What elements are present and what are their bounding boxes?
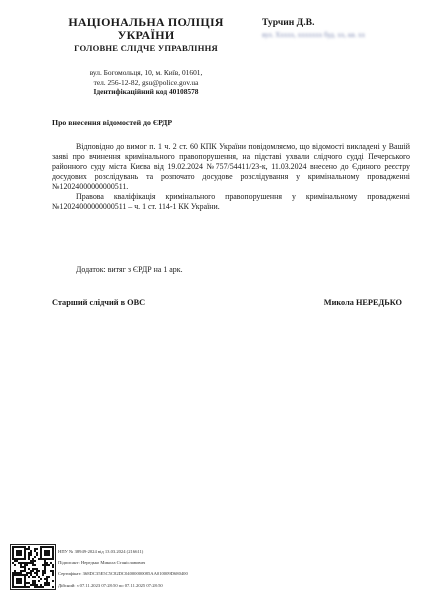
qr-module — [40, 578, 42, 580]
issuer-block — [52, 16, 240, 97]
recipient-name: Турчин Д.В. — [262, 17, 315, 28]
qr-module — [52, 580, 54, 582]
qr-module — [28, 576, 30, 578]
qr-module — [38, 570, 40, 572]
qr-module — [52, 566, 54, 568]
qr-module — [52, 586, 54, 588]
qr-module — [30, 554, 32, 556]
qr-module — [34, 560, 36, 562]
qr-module — [38, 580, 40, 582]
document-subject: Про внесення відомостей до ЄРДР — [52, 118, 173, 127]
attachment-note: Додаток: витяг з ЄРДР на 1 арк. — [76, 265, 183, 274]
qr-module — [26, 564, 28, 566]
recipient-block — [262, 17, 410, 40]
qr-module — [42, 574, 44, 576]
qr-module — [36, 548, 38, 550]
recipient-address-redacted: вул. Ххххх, ххххххх буд. хх, кв. хх — [262, 31, 366, 39]
qr-module — [14, 564, 16, 566]
e-signature-reg-number: НПУ № 38949-2024 від 13.03.2024 (216611) — [58, 549, 144, 554]
org-name-line1: НАЦІОНАЛЬНА ПОЛІЦІЯ — [68, 15, 224, 29]
qr-module — [36, 554, 38, 556]
qr-module — [52, 574, 54, 576]
org-contacts: тел. 256-12-82, gsu@police.gov.ua — [93, 77, 199, 87]
document-body — [52, 142, 410, 212]
qr-module — [42, 586, 44, 588]
signer-name: Микола НЕРЕДЬКО — [323, 298, 402, 307]
signer-position: Старший слідчий в ОВС — [52, 298, 146, 307]
org-address: вул. Богомольця, 10, м. Київ, 01601, — [89, 68, 203, 77]
e-signature-stamp — [58, 546, 188, 591]
qr-module — [48, 564, 50, 566]
body-paragraph-1: Відповідно до вимог п. 1 ч. 2 ст. 60 КПК України повідомляємо, що відомості викладені у Вашій заяві про вчинення кримінального правопорушення, на підставі ухвали слідчого судді Печерського районного суду міста Києва від 19.02.2024 №757/54411/23-к, 11.03.2024 внесено до Єдиного реєстру досудових розслідувань та розпочато досудове розслідування у кримінальному провадженні №12024000000000511. — [52, 142, 410, 191]
qr-module — [34, 564, 36, 566]
body-paragraph-2: Правова кваліфікація кримінального правопорушення у кримінальному провадженні №12024000000000511 – ч. 1 ст. 114-1 КК України. — [52, 192, 410, 211]
org-department: ГОЛОВНЕ СЛІДЧЕ УПРАВЛІННЯ — [74, 43, 218, 53]
e-signature-signer: Підписант: Нередько Микола Станіславович — [58, 560, 146, 566]
qr-module — [48, 576, 50, 578]
qr-module — [34, 556, 36, 558]
qr-module — [28, 586, 30, 588]
qr-module — [16, 578, 22, 584]
qr-code-icon — [10, 544, 56, 590]
qr-module — [44, 572, 46, 574]
qr-module — [44, 550, 50, 556]
qr-module — [16, 550, 22, 556]
qr-module — [48, 584, 50, 586]
e-signature-certificate: Сертифікат: 368DC35E5C5C82DC04000000085AA010009D680400 — [58, 571, 188, 577]
org-name-line2: УКРАЇНИ — [117, 28, 175, 42]
e-signature-validity: Дійсний: з 07.11.2023 07:28:50 по 07.11.2025 07:28:50 — [58, 582, 163, 588]
qr-module — [34, 576, 36, 578]
org-id-code: Ідентифікаційний код 40108578 — [93, 87, 199, 97]
